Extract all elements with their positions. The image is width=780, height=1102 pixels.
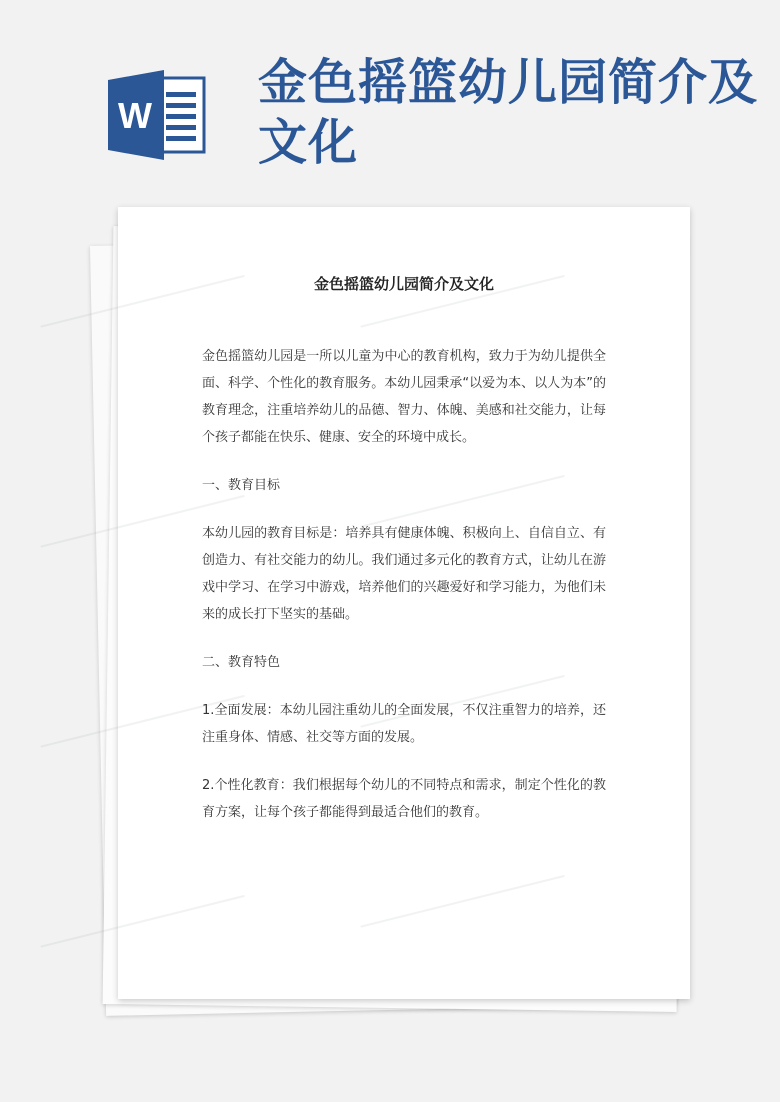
feature-item-2: 2.个性化教育：我们根据每个幼儿的不同特点和需求，制定个性化的教育方案，让每个孩子都能得到最适合他们的教育。: [202, 778, 606, 820]
word-icon-letter: W: [118, 95, 152, 136]
word-document-icon: [108, 70, 208, 160]
document-title: 金色摇篮幼儿园简介及文化: [313, 275, 494, 293]
page-header: [0, 0, 780, 200]
header-title: 金色摇篮幼儿园简介及文化: [258, 53, 759, 171]
document-body: [202, 343, 606, 847]
section-heading-features: 二、教育特色: [202, 655, 281, 670]
document-page: [118, 207, 690, 999]
section-heading-goals: 一、教育目标: [202, 478, 281, 493]
goals-paragraph: 本幼儿园的教育目标是：培养具有健康体魄、积极向上、自信自立、有创造力、有社交能力的幼儿。我们通过多元化的教育方式，让幼儿在游戏中学习、在学习中游戏，培养他们的兴趣爱好和学习能力，为他们未来的成长打下坚实的基础。: [202, 526, 606, 622]
feature-item-1: 1.全面发展：本幼儿园注重幼儿的全面发展，不仅注重智力的培养，还注重身体、情感、社交等方面的发展。: [202, 703, 606, 745]
intro-paragraph: 金色摇篮幼儿园是一所以儿童为中心的教育机构，致力于为幼儿提供全面、科学、个性化的教育服务。本幼儿园秉承“以爱为本、以人为本”的教育理念，注重培养幼儿的品德、智力、体魄、美感和社交能力，让每个孩子都能在快乐、健康、安全的环境中成长。: [202, 349, 606, 445]
